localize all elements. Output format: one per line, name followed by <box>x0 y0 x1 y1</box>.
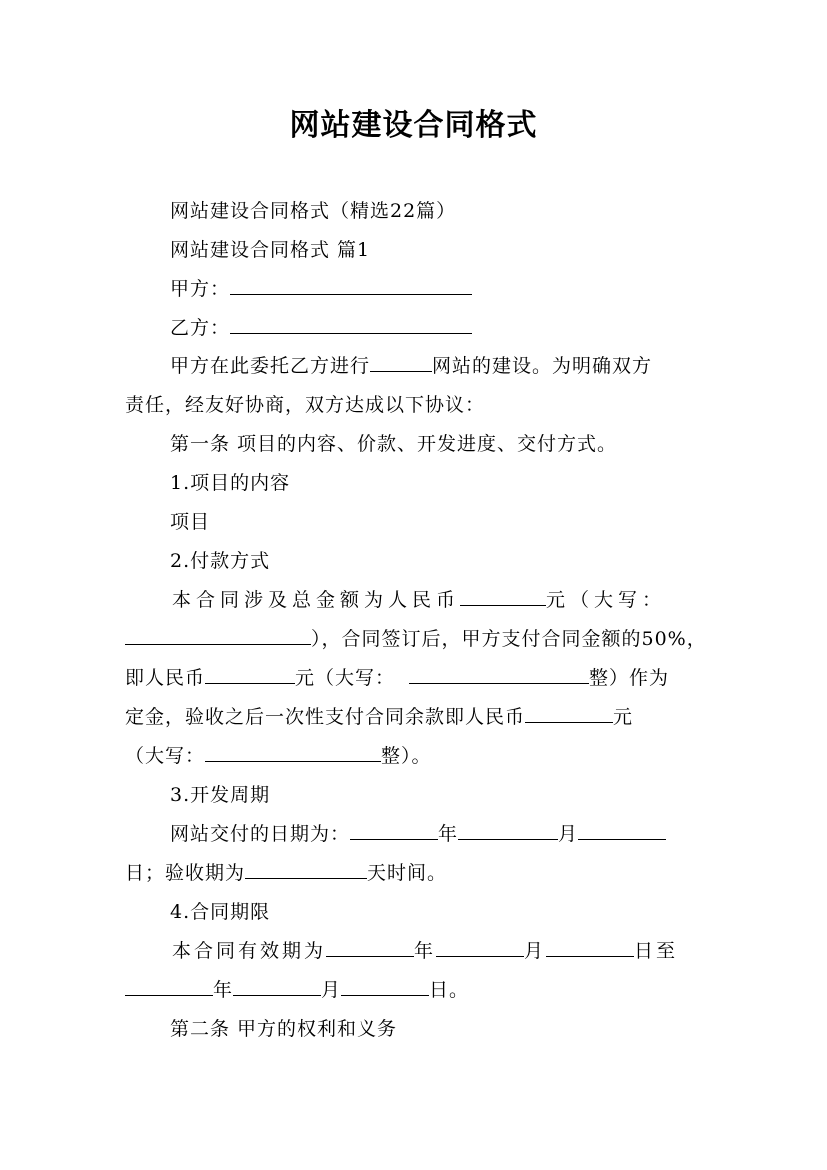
term-line-1 <box>172 938 678 964</box>
dev-line-1 <box>170 821 666 847</box>
payment-text-1a: 本合同涉及总金额为人民币 <box>172 589 461 611</box>
dev-text-2a: 日；验收期为 <box>125 862 246 884</box>
dev-line-2 <box>125 860 447 886</box>
article-2-heading: 第二条 甲方的权利和义务 <box>170 1018 398 1040</box>
party-a-blank <box>230 276 472 295</box>
payment-text-3a: 即人民币 <box>125 667 206 689</box>
document-title: 网站建设合同格式 <box>289 108 538 143</box>
dev-text-2b: 天时间。 <box>367 862 448 884</box>
term-text-1d: 日至 <box>634 940 679 962</box>
intro-text-a: 甲方在此委托乙方进行 <box>170 355 371 377</box>
payment-text-5a: （大写： <box>125 745 206 767</box>
start-month-blank <box>436 938 524 957</box>
delivery-month-blank <box>458 821 558 840</box>
dev-text-1a: 网站交付的日期为： <box>170 823 351 845</box>
term-line-2 <box>125 977 469 1003</box>
payment-text-4a: 定金，验收之后一次性支付合同余款即人民币 <box>125 706 526 728</box>
end-year-blank <box>125 977 213 996</box>
payment-text-5b: 整）。 <box>381 745 432 767</box>
item-4-heading: 4.合同期限 <box>170 901 271 923</box>
item-1-heading: 1.项目的内容 <box>170 472 291 494</box>
payment-text-1b: 元（大写： <box>546 589 667 611</box>
party-b-line <box>170 315 472 341</box>
end-month-blank <box>233 977 321 996</box>
payment-text-4b: 元 <box>613 706 634 728</box>
start-year-blank <box>326 938 414 957</box>
year-label: 年 <box>414 940 437 962</box>
party-a-label: 甲方： <box>170 278 231 300</box>
term-text-2d: 日。 <box>429 979 470 1001</box>
website-name-blank <box>370 353 432 372</box>
section-title: 网站建设合同格式 篇1 <box>170 239 371 261</box>
total-amount-blank <box>460 587 546 606</box>
payment-line-2 <box>125 626 707 652</box>
delivery-day-blank <box>578 821 666 840</box>
payment-text-2: ），合同签订后，甲方支付合同金额的50%， <box>311 628 707 650</box>
term-text-1a: 本合同有效期为 <box>172 940 327 962</box>
month-label: 月 <box>524 940 547 962</box>
end-day-blank <box>341 977 429 996</box>
deposit-amount-blank <box>205 665 295 684</box>
month-label: 月 <box>321 979 342 1001</box>
item-2-heading: 2.付款方式 <box>170 550 271 572</box>
payment-text-3c: 整）作为 <box>589 667 670 689</box>
payment-line-5 <box>125 743 432 769</box>
balance-words-blank <box>205 743 381 762</box>
item-3-heading: 3.开发周期 <box>170 784 271 806</box>
article-1-heading: 第一条 项目的内容、价款、开发进度、交付方式。 <box>170 433 618 455</box>
year-label: 年 <box>213 979 234 1001</box>
party-a-line <box>170 276 472 302</box>
subtitle: 网站建设合同格式（精选22篇） <box>170 200 457 222</box>
deposit-words-blank <box>409 665 589 684</box>
intro-text-b: 网站的建设。为明确双方 <box>432 355 653 377</box>
payment-line-3 <box>125 665 669 691</box>
payment-line-1 <box>172 587 666 613</box>
party-b-blank <box>230 315 472 334</box>
total-amount-words-blank <box>125 626 311 645</box>
item-1-body: 项目 <box>170 511 211 533</box>
acceptance-days-blank <box>245 860 367 879</box>
start-day-blank <box>546 938 634 957</box>
payment-text-3b: 元（大写： <box>295 667 396 689</box>
payment-line-4 <box>125 704 633 730</box>
month-label: 月 <box>558 823 579 845</box>
balance-amount-blank <box>525 704 613 723</box>
party-b-label: 乙方： <box>170 317 231 339</box>
intro-line-1 <box>170 353 652 379</box>
delivery-year-blank <box>350 821 438 840</box>
year-label: 年 <box>438 823 459 845</box>
intro-line-2: 责任，经友好协商，双方达成以下协议： <box>125 394 486 416</box>
